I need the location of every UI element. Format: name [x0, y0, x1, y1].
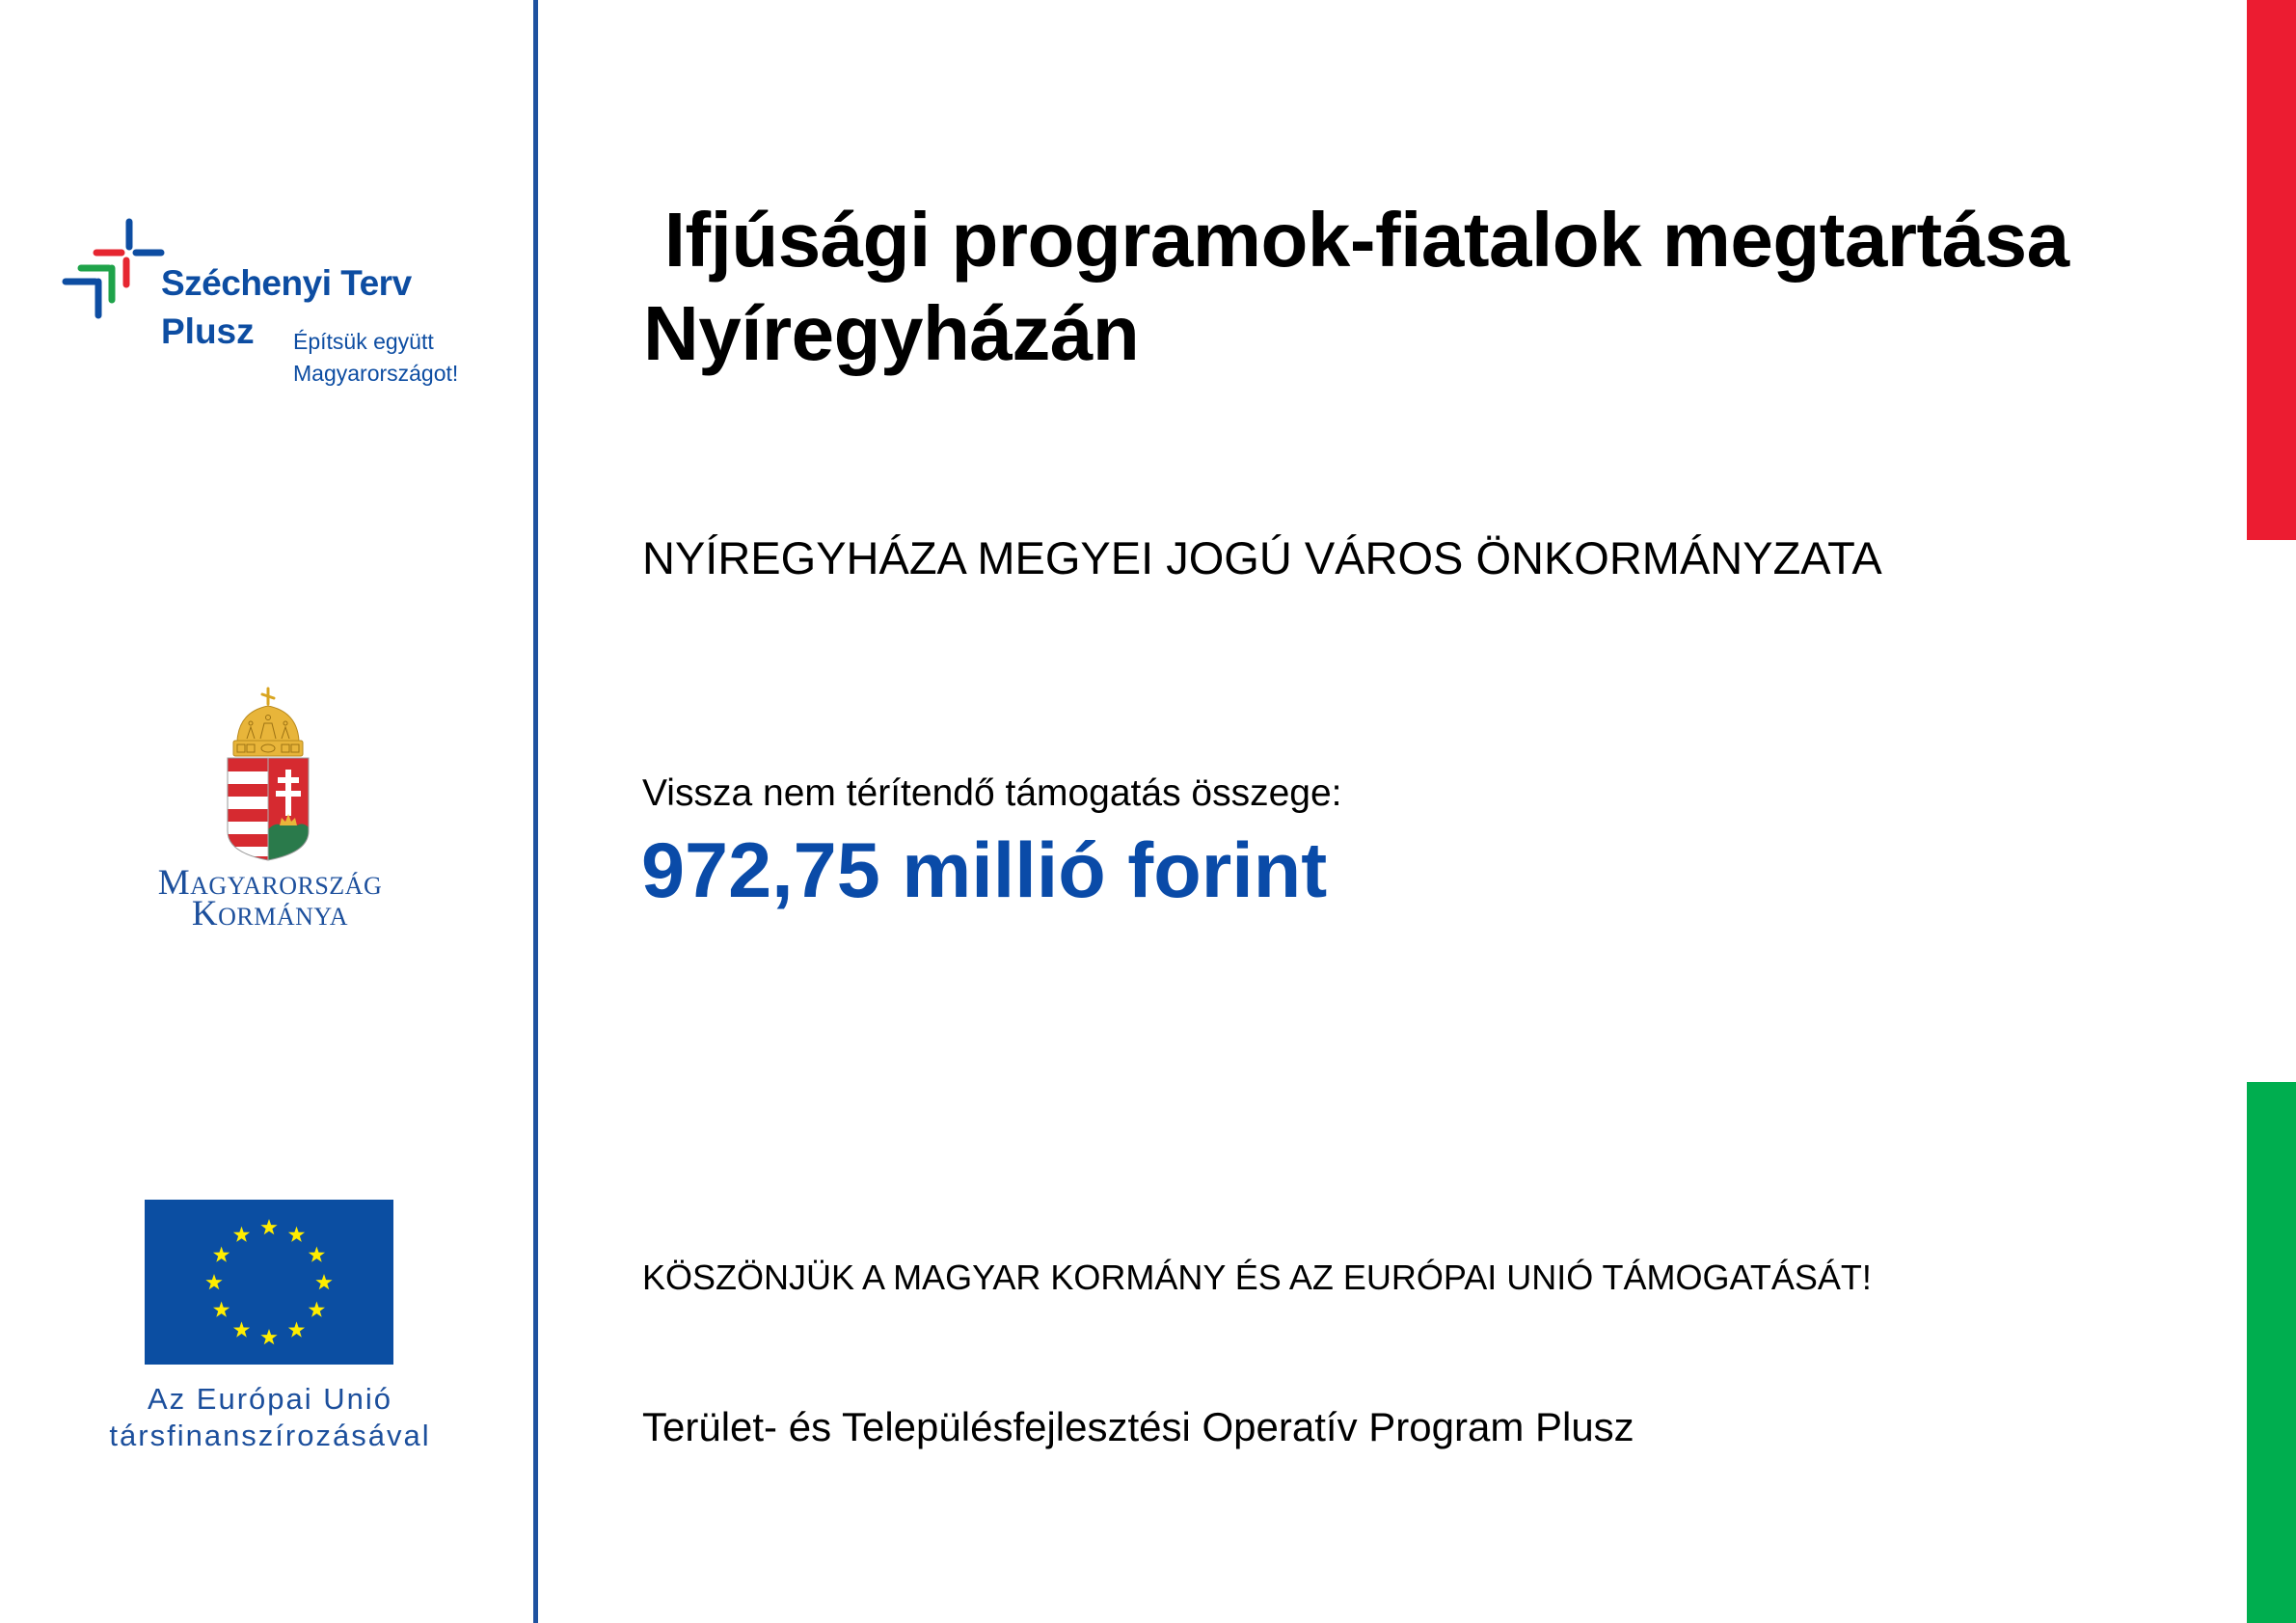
eu-flag-icon: [145, 1200, 393, 1365]
flag-stripe-green: [2247, 1082, 2296, 1623]
szechenyi-cross-icon: [58, 212, 174, 328]
szechenyi-slogan: [293, 326, 458, 390]
project-title: [643, 193, 2225, 380]
eu-cofinancing-text: [77, 1381, 463, 1454]
project-title-line1: Ifjúsági programok-fiatalok megtartása: [643, 197, 2069, 283]
acknowledgement-text: KÖSZÖNJÜK A MAGYAR KORMÁNY ÉS AZ EURÓPAI UNIÓ TÁMOGATÁSÁT!: [642, 1258, 1872, 1297]
beneficiary-name: NYÍREGYHÁZA MEGYEI JOGÚ VÁROS ÖNKORMÁNYZATA: [642, 532, 1882, 583]
slogan-line2: Magyarországot!: [293, 361, 459, 386]
operational-program-name: Terület- és Településfejlesztési Operatív Program Plusz: [642, 1404, 1634, 1449]
hungarian-coat-of-arms-icon: [222, 687, 314, 862]
project-title-line2: Nyíregyházán: [643, 290, 1140, 376]
slogan-line1: Építsük együtt: [293, 329, 434, 354]
gov-line2: Kormánya: [191, 894, 349, 933]
support-amount-label: Vissza nem térítendő támogatás összege:: [642, 772, 1342, 814]
vertical-divider: [533, 0, 538, 1623]
eu-line1: Az Európai Unió: [147, 1382, 392, 1416]
support-amount-value: 972,75 millió forint: [641, 827, 1328, 914]
eu-line2: társfinanszírozásával: [109, 1419, 431, 1452]
government-name: [96, 863, 444, 933]
szechenyi-plusz: Plusz: [161, 311, 255, 351]
flag-stripe-red: [2247, 0, 2296, 540]
gov-line1: Magyarország: [157, 863, 383, 903]
szechenyi-title: Széchenyi Terv: [161, 263, 412, 303]
